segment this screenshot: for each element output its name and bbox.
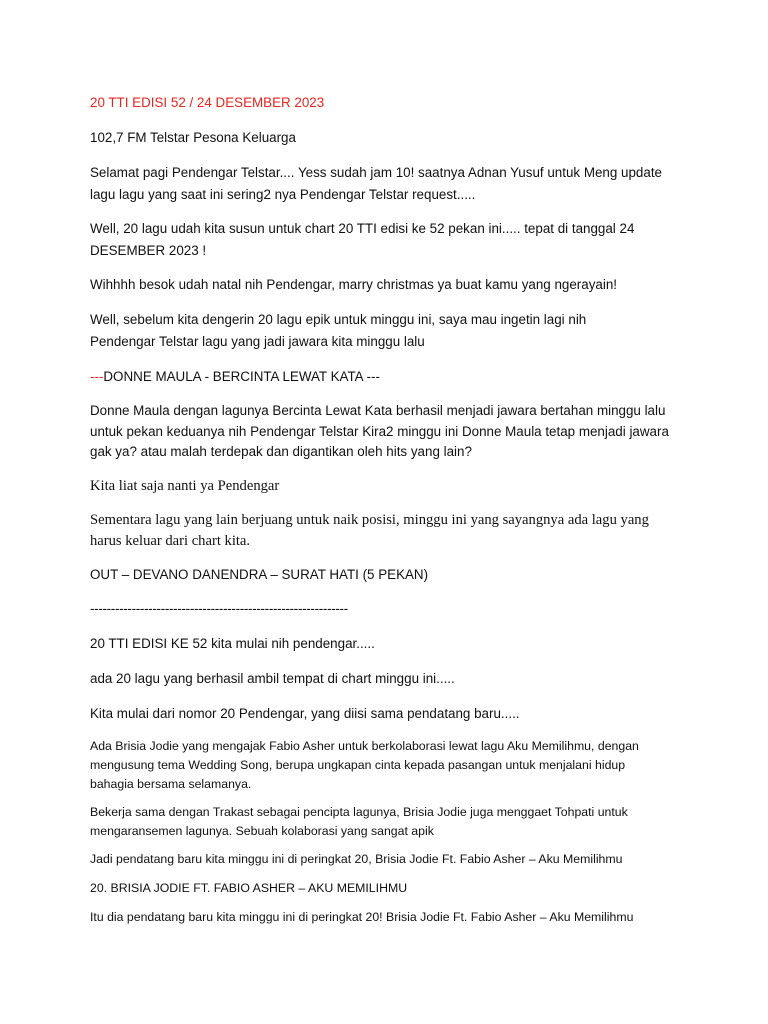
paragraph-newcomer-recap: Itu dia pendatang baru kita minggu ini di peringkat 20! Brisia Jodie Ft. Fabio Asher – Aku Memilihmu (90, 910, 634, 924)
paragraph-start: 20 TTI EDISI KE 52 kita mulai nih pendengar..... (90, 636, 375, 651)
champion-text: Donne Maula dengan lagunya Bercinta Lewat Kata berhasil menjadi jawara bertahan minggu lalu untuk pekan keduanya nih Pendengar Telstar Kira2 minggu ini Donne Maula tetap menjadi jawara gak ya? atau malah terdepak dan digantikan oleh hits yang lain? (90, 403, 669, 459)
station-line: 102,7 FM Telstar Pesona Keluarga (90, 130, 296, 145)
out-line: OUT – DEVANO DANENDRA – SURAT HATI (5 PEKAN) (90, 567, 429, 582)
paragraph-newcomer: Jadi pendatang baru kita minggu ini di peringkat 20, Brisia Jodie Ft. Fabio Asher – Aku Memilihmu (90, 852, 623, 866)
paragraph-wait: Kita liat saja nanti ya Pendengar (90, 478, 280, 494)
paragraph-brisia-intro: Ada Brisia Jodie yang mengajak Fabio Asher untuk berkolaborasi lewat lagu Aku Memilihmu, dengan mengusung tema Wedding Song, berupa ungkapan cinta kepada pasangan untuk menjalani hidup bahagia bersama selamanya. (90, 739, 639, 791)
champion-prefix: --- (90, 369, 104, 384)
champion-title: DONNE MAULA - BERCINTA LEWAT KATA --- (103, 369, 380, 384)
paragraph-christmas: Wihhhh besok udah natal nih Pendengar, marry christmas ya buat kamu yang ngerayain! (90, 277, 618, 292)
paragraph-dropout-intro: Sementara lagu yang lain berjuang untuk naik posisi, minggu ini yang sayangnya ada lagu yang harus keluar dari chart kita. (90, 512, 649, 549)
paragraph-twenty-songs: ada 20 lagu yang berhasil ambil tempat di chart minggu ini..... (90, 671, 455, 686)
paragraph-champion (90, 401, 680, 463)
paragraph-last-week: Well, sebelum kita dengerin 20 lagu epik untuk minggu ini, saya mau ingetin lagi nih Pendengar Telstar lagu yang jadi jawara kita minggu lalu (90, 312, 587, 349)
document-title: 20 TTI EDISI 52 / 24 DESEMBER 2023 (90, 95, 325, 110)
paragraph-number-twenty: Kita mulai dari nomor 20 Pendengar, yang diisi sama pendatang baru..... (90, 706, 520, 721)
divider-line: -------------------------------------------------------------- (90, 601, 348, 616)
champion-heading (90, 366, 690, 388)
rank-line: 20. BRISIA JODIE FT. FABIO ASHER – AKU MEMILIHMU (90, 881, 408, 895)
paragraph-greeting: Selamat pagi Pendengar Telstar.... Yess sudah jam 10! saatnya Adnan Yusuf untuk Meng update lagu lagu yang saat ini sering2 nya Pendengar Telstar request..... (90, 165, 662, 202)
paragraph-chart-intro: Well, 20 lagu udah kita susun untuk chart 20 TTI edisi ke 52 pekan ini..... tepat di tanggal 24 DESEMBER 2023 ! (90, 221, 635, 258)
paragraph-brisia-credits: Bekerja sama dengan Trakast sebagai pencipta lagunya, Brisia Jodie juga menggaet Tohpati untuk mengaransemen lagunya. Sebuah kolaborasi yang sangat apik (90, 805, 628, 838)
